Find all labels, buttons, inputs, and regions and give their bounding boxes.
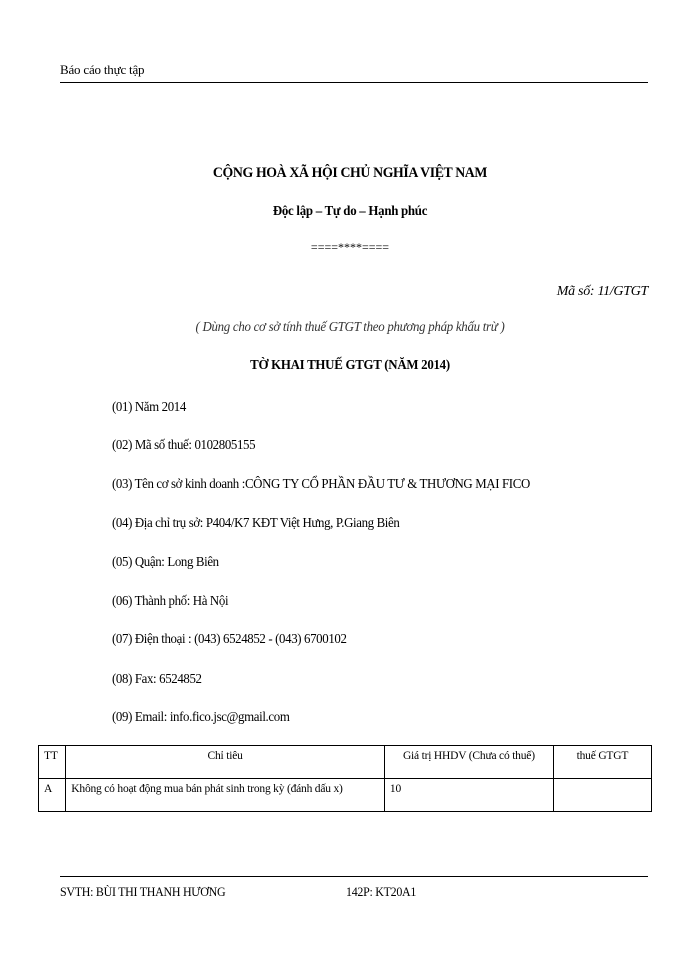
table-header-cell: thuế GTGT (553, 746, 651, 779)
table-header-cell: TT (39, 746, 66, 779)
info-company-name: (03) Tên cơ sở kinh doanh :CÔNG TY CỔ PHẦN ĐẦU TƯ & THƯƠNG MẠI FICO (112, 477, 530, 492)
info-city: (06) Thành phố: Hà Nội (112, 594, 229, 609)
table-cell (553, 779, 651, 812)
info-email: (09) Email: info.fico.jsc@gmail.com (112, 710, 290, 725)
table-header-cell: Giá trị HHDV (Chưa có thuế) (384, 746, 553, 779)
footer-student: SVTH: BÙI THI THANH HƯƠNG (60, 884, 226, 899)
table-row (39, 779, 652, 812)
form-code: Mã số: 11/GTGT (556, 284, 648, 299)
footer-class: 142P: KT20A1 (346, 884, 417, 899)
tax-table (38, 745, 652, 812)
table-header-cell: Chỉ tiêu (66, 746, 385, 779)
table-header-row (39, 746, 652, 779)
table-cell: Không có hoạt động mua bán phát sinh trong kỳ (đánh dấu x) (66, 779, 385, 812)
form-title: TỜ KHAI THUẾ GTGT (NĂM 2014) (250, 358, 450, 373)
motto-heading: Độc lập – Tự do – Hạnh phúc (272, 204, 428, 219)
info-fax: (08) Fax: 6524852 (112, 672, 202, 687)
table-cell: 10 (384, 779, 553, 812)
report-header-label: Báo cáo thực tập (60, 62, 145, 77)
nation-heading: CỘNG HOÀ XÃ HỘI CHỦ NGHĨA VIỆT NAM (212, 165, 488, 181)
header-rule (60, 82, 648, 83)
table-cell: A (39, 779, 66, 812)
heading-separator: ====****==== (310, 240, 390, 254)
info-district: (05) Quận: Long Biên (112, 555, 219, 570)
info-phone: (07) Điện thoại : (043) 6524852 - (043) 6700102 (112, 632, 347, 647)
form-subtitle: ( Dùng cho cơ sở tính thuế GTGT theo phương pháp khấu trừ ) (195, 320, 505, 335)
info-tax-code: (02) Mã số thuế: 0102805155 (112, 438, 256, 453)
footer-rule (60, 876, 648, 877)
info-year: (01) Năm 2014 (112, 400, 186, 415)
info-address: (04) Địa chỉ trụ sở: P404/K7 KĐT Việt Hưng, P.Giang Biên (112, 516, 400, 531)
